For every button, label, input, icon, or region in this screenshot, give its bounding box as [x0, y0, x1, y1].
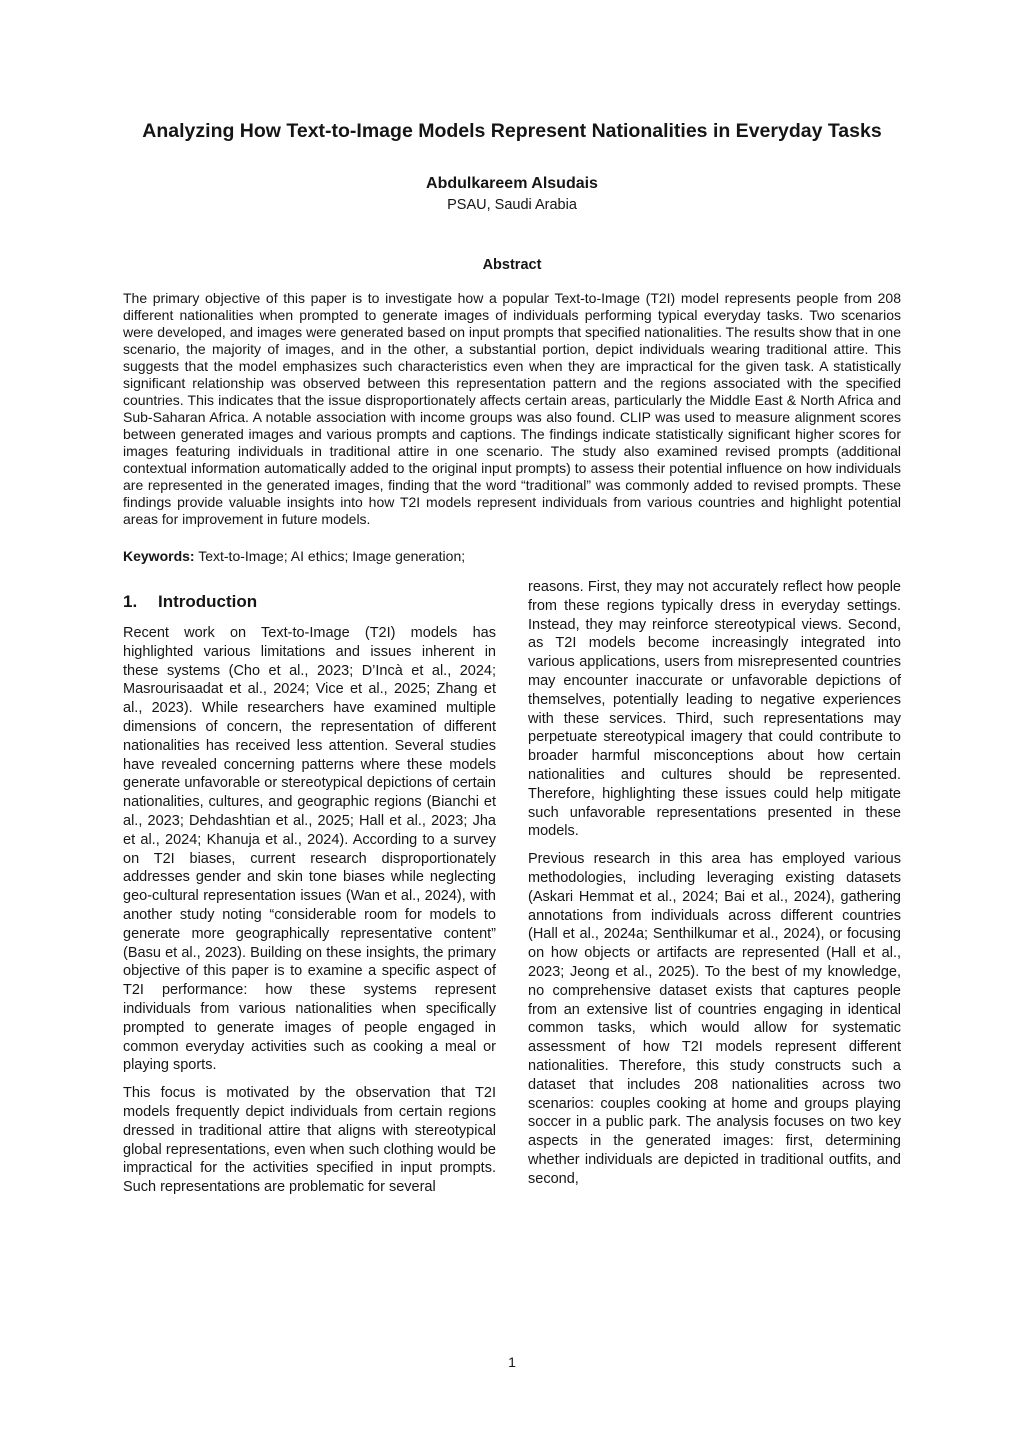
paper-title: Analyzing How Text-to-Image Models Represent Nationalities in Everyday Tasks [142, 120, 882, 142]
intro-paragraph-3: Previous research in this area has employed various methodologies, including leveraging existing datasets (Askari Hemmat et al., 2024; Bai et al., 2024), gathering annotations from individuals across different countries (Hall et al., 2024a; Senthilkumar et al., 2024), or focusing on how objects or artifacts are represented (Hall et al., 2023; Jeong et al., 2025). To the best of my knowledge, no comprehensive dataset exists that captures people from an extensive list of countries engaging in identical common tasks, which would allow for systematic assessment of how T2I models represent different nationalities. Therefore, this study constructs such a dataset that includes 208 nationalities across two scenarios: couples cooking at home and groups playing soccer in a public park. The analysis focuses on two key aspects in the generated images: first, determining whether individuals are depicted in traditional outfits, and second, [528, 851, 901, 1187]
intro-paragraph-2-start: This focus is motivated by the observation that T2I models frequently depict individuals from certain regions dressed in traditional attire that aligns with stereotypical global representations, even when such clothing would be impractical for the activities specified in input prompts. Such representations are problematic for several [123, 1085, 496, 1196]
left-column [123, 578, 496, 1206]
keywords-line [123, 548, 901, 565]
author-affiliation: PSAU, Saudi Arabia [447, 197, 577, 213]
abstract-section [123, 257, 901, 528]
abstract-body: The primary objective of this paper is to investigate how a popular Text-to-Image (T2I) model represents people from 208 different nationalities when prompted to generate images of individuals performing typical everyday tasks. Two scenarios were developed, and images were generated based on input prompts that specified nationalities. The results show that in one scenario, the majority of images, and in the other, a substantial portion, depict individuals wearing traditional attire. This suggests that the model emphasizes such characteristics even when they are impractical for the given task. A statistically significant relationship was observed between this representation pattern and the regions associated with the specified countries. This indicates that the issue disproportionately affects certain areas, particularly the Middle East & North Africa and Sub-Saharan Africa. A notable association with income groups was also found. CLIP was used to measure alignment scores between generated images and various prompts and captions. The findings indicate statistically significant higher scores for images featuring individuals in traditional attire in one scenario. The study also examined revised prompts (additional contextual information automatically added to the original input prompts) to assess their potential influence on how individuals are represented in the generated images, finding that the word “traditional” was commonly added to revised prompts. These findings provide valuable insights into how T2I models represent individuals from various countries and highlight potential areas for improvement in future models. [123, 290, 901, 527]
author-name: Abdulkareem Alsudais [426, 175, 598, 192]
intro-paragraph-2-continued: reasons. First, they may not accurately reflect how people from these regions typically dress in everyday settings. Instead, they may reinforce stereotypical views. Second, as T2I models become increasingly integrated into various applications, users from misrepresented countries may encounter inaccurate or unfavorable depictions of themselves, potentially leading to negative experiences with these services. Third, such representations may perpetuate stereotypical imagery that could contribute to broader harmful misconceptions about how certain nationalities and cultures should be represented. Therefore, highlighting these issues could help mitigate such unfavorable representations presented in these models. [528, 579, 901, 840]
section-number: 1. [123, 592, 138, 611]
keywords-label: Keywords: [123, 548, 195, 564]
page-number: 1 [508, 1354, 516, 1370]
two-column-body [123, 578, 901, 1206]
section-heading-introduction [123, 592, 496, 612]
right-column [528, 578, 901, 1206]
abstract-heading: Abstract [482, 257, 542, 273]
page-footer [0, 1354, 1024, 1370]
keywords-text: Text-to-Image; AI ethics; Image generation; [194, 548, 466, 564]
section-title: Introduction [158, 592, 258, 611]
intro-paragraph-1: Recent work on Text-to-Image (T2I) models has highlighted various limitations and issues inherent in these systems (Cho et al., 2023; D’Incà et al., 2024; Masrourisaadat et al., 2024; Vice et al., 2025; Zhang et al., 2023). While researchers have examined multiple dimensions of concern, the representation of different nationalities has received less attention. Several studies have revealed concerning patterns where these models generate unfavorable or stereotypical depictions of certain nationalities, cultures, and geographic regions (Bianchi et al., 2023; Dehdashtian et al., 2025; Hall et al., 2023; Jha et al., 2024; Khanuja et al., 2024). According to a survey on T2I biases, current research disproportionately addresses gender and skin tone biases while neglecting geo-cultural representation issues (Wan et al., 2024), with another study noting “considerable room for models to generate more geographically representative content” (Basu et al., 2023). Building on these insights, the primary objective of this paper is to examine a specific aspect of T2I performance: how these systems represent individuals from various nationalities when specifically prompted to generate images of people engaged in common everyday activities such as cooking a meal or playing sports. [123, 625, 496, 1074]
